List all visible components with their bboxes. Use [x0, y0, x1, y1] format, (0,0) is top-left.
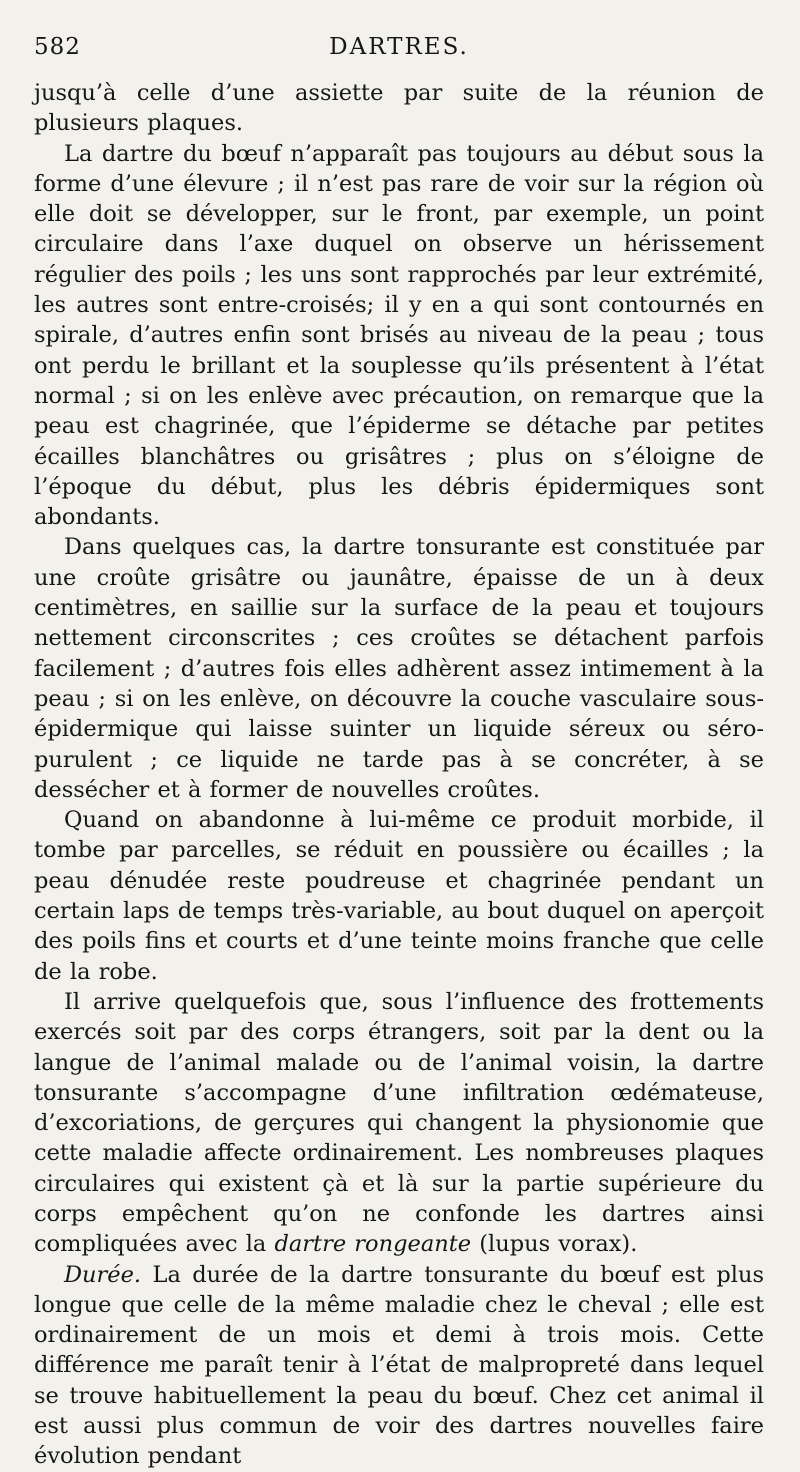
paragraph-debut: La dartre du bœuf n’apparaît pas toujours au début sous la forme d’une élevure ; il n’est pas rare de voir sur la région où elle doit se développer, sur le front, par exemple, un point circulaire dans l’axe duquel on observe un hérissement régulier des poils ; les uns sont rapprochés par leur extrémité, les autres sont entre-croisés; il y en a qui sont contournés en spirale, d’autres enfin sont brisés au niveau de la peau ; tous ont perdu le brillant et la souplesse qu’ils présentent à l’état normal ; si on les enlève avec précaution, on remarque que la peau est chagrinée, que l’épiderme se détache par petites écailles blanchâtres ou grisâtres ; plus on s’éloigne de l’époque du début, plus les débris épidermiques sont abondants.	[34, 140, 764, 531]
paragraph-complications	[34, 987, 764, 1260]
body-text	[34, 78, 764, 1472]
complications-end: (lupus vorax).	[471, 1231, 638, 1258]
page-number: 582	[34, 34, 81, 60]
complications-text: Il arrive quelquefois que, sous l’influence des frottements exercés soit par des corps étrangers, soit par la dent ou la langue de l’animal malade ou de l’animal voisin, la dartre tonsurante s’accompagne d’une infiltration œdémateuse, d’excoriations, de gerçures qui changent la physionomie que cette maladie affecte ordinairement. Les nombreuses plaques circulaires qui existent çà et là sur la partie supérieure du corps empêchent qu’on ne confonde les dartres ainsi compliquées avec la	[34, 988, 764, 1258]
paragraph-croute: Dans quelques cas, la dartre tonsurante est constituée par une croûte grisâtre ou jaunâtre, épaisse de un à deux centimètres, en saillie sur la surface de la peau et toujours nettement circonscrites ; ces croûtes se détachent parfois facilement ; d’autres fois elles adhèrent assez intimement à la peau ; si on les enlève, on découvre la couche vasculaire sous-épidermique qui laisse suinter un liquide séreux ou séro-purulent ; ce liquide ne tarde pas à se concréter, à se dessécher et à former de nouvelles croûtes.	[34, 534, 764, 803]
page-header	[34, 28, 764, 78]
paragraph-continuation: jusqu’à celle d’une assiette par suite de la réunion de plusieurs plaques.	[34, 80, 764, 137]
duree-text: La durée de la dartre tonsurante du bœuf est plus longue que celle de la même maladie chez le cheval ; elle est ordinairement de un mois et demi à trois mois. Cette différence me paraît tenir à l’état de malpropreté dans lequel se trouve habituellement la peau du bœuf. Chez cet animal il est aussi plus commun de voir des dartres nouvelles faire évolution pendant	[34, 1261, 764, 1470]
duree-heading: Durée.	[64, 1261, 142, 1288]
paragraph-abandon: Quand on abandonne à lui-même ce produit morbide, il tombe par parcelles, se réduit en poussière ou écailles ; la peau dénudée reste poudreuse et chagrinée pendant un certain laps de temps très-variable, au bout duquel on aperçoit des poils fins et courts et d’une teinte moins franche que celle de la robe.	[34, 807, 764, 985]
running-title: DARTRES.	[329, 34, 469, 60]
paragraph-duree	[34, 1260, 764, 1472]
dartre-rongeante-term: dartre rongeante	[274, 1231, 472, 1258]
